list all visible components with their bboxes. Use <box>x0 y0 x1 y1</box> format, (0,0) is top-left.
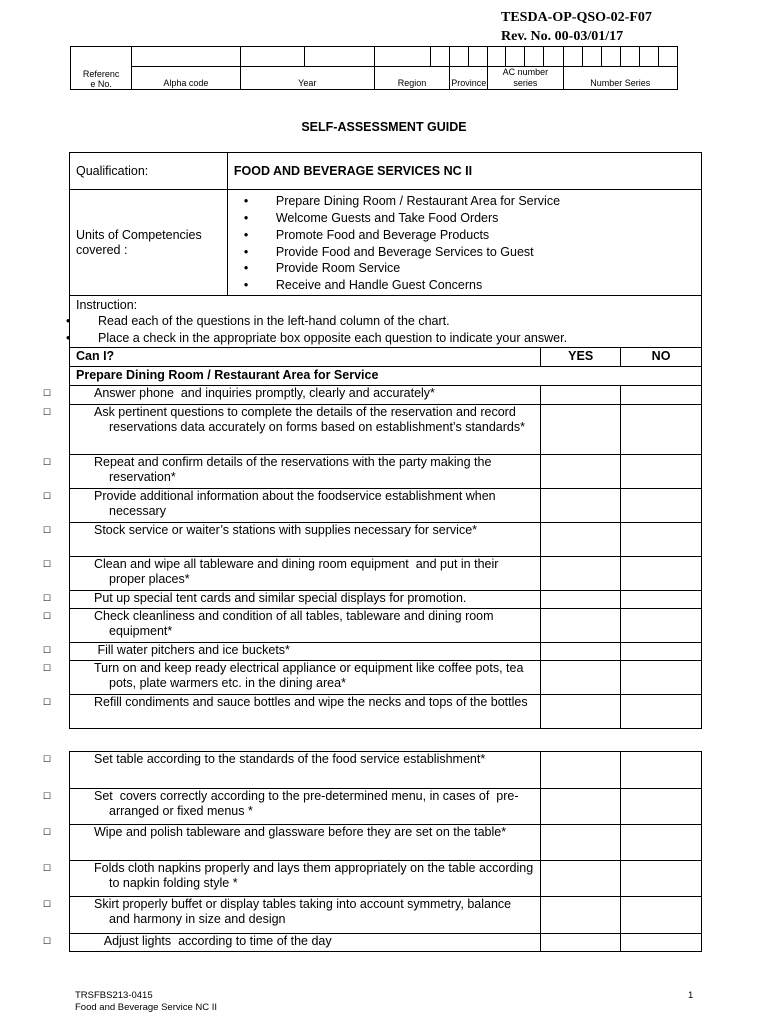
answer-no-cell[interactable] <box>621 825 702 861</box>
answer-no-cell[interactable] <box>621 897 702 934</box>
table-row <box>70 454 702 488</box>
question-text: Folds cloth napkins properly and lays them appropriately on the table according to napkin folding style * <box>94 861 537 890</box>
footer-title: Food and Beverage Service NC II <box>75 1002 218 1013</box>
units-list <box>234 193 695 294</box>
table-row <box>70 752 702 789</box>
checkbox-icon: ☐ <box>43 558 52 569</box>
checkbox-icon: ☐ <box>43 791 52 801</box>
question-cell <box>43 385 541 404</box>
checkbox-icon: ☐ <box>43 936 52 946</box>
answer-yes-cell[interactable] <box>541 752 621 789</box>
table-row <box>70 660 702 694</box>
alpha-code-cell[interactable] <box>132 47 240 67</box>
question-text: Refill condiments and sauce bottles and wipe the necks and tops of the bottles <box>94 694 528 709</box>
reference-label: Referenc e No. <box>71 47 132 90</box>
answer-yes-cell[interactable] <box>541 789 621 825</box>
question-text: Stock service or waiter’s stations with supplies necessary for service* <box>94 522 478 537</box>
question-cell <box>43 488 541 522</box>
year-cell[interactable] <box>240 47 304 67</box>
question-text: Adjust lights according to time of the day <box>94 934 332 948</box>
answer-no-cell[interactable] <box>621 385 702 404</box>
list-item: • Place a check in the appropriate box opposite each question to indicate your answer. <box>56 330 695 347</box>
page-title: SELF-ASSESSMENT GUIDE <box>301 120 467 134</box>
checkbox-icon: ☐ <box>43 387 52 398</box>
question-text: Ask pertinent questions to complete the details of the reservation and record reservations data accurately on forms based on establishment’s standards* <box>94 404 525 434</box>
checkbox-icon: ☐ <box>43 644 52 655</box>
question-cell <box>43 694 541 728</box>
answer-no-cell[interactable] <box>621 752 702 789</box>
ac-number-cell[interactable] <box>506 47 525 67</box>
checkbox-icon: ☐ <box>43 827 52 837</box>
table-row <box>70 789 702 825</box>
question-cell <box>43 861 541 897</box>
answer-no-cell[interactable] <box>621 934 702 952</box>
list-item: • Prepare Dining Room / Restaurant Area for Service <box>234 193 695 210</box>
question-text: Skirt properly buffet or display tables taking into account symmetry, balance and harmony in size and design <box>94 897 515 926</box>
answer-no-cell[interactable] <box>621 522 702 556</box>
table-row <box>70 590 702 608</box>
revision-number: Rev. No. 00-03/01/17 <box>501 29 624 44</box>
table-row <box>70 522 702 556</box>
checkbox-icon: ☐ <box>43 696 52 707</box>
table-row <box>70 488 702 522</box>
number-series-cell[interactable] <box>563 47 582 67</box>
number-series-cell[interactable] <box>620 47 639 67</box>
question-cell <box>43 642 541 660</box>
column-header-question: Can I? <box>70 347 541 366</box>
answer-no-cell[interactable] <box>621 789 702 825</box>
province-cell[interactable] <box>450 47 469 67</box>
checkbox-icon: ☐ <box>43 899 52 909</box>
checkbox-icon: ☐ <box>43 592 52 603</box>
units-label: Units of Competencies covered : <box>70 190 228 296</box>
ac-number-cell[interactable] <box>488 47 506 67</box>
list-item: • Receive and Handle Guest Concerns <box>234 277 695 294</box>
question-cell <box>43 660 541 694</box>
table-row <box>70 385 702 404</box>
footer <box>75 990 217 1014</box>
number-series-cell[interactable] <box>639 47 658 67</box>
table-row <box>70 897 702 934</box>
checkbox-icon: ☐ <box>43 456 52 467</box>
answer-yes-cell[interactable] <box>541 556 621 590</box>
units-list-cell <box>227 190 701 296</box>
question-text: Set table according to the standards of the food service establishment* <box>94 752 486 766</box>
answer-yes-cell[interactable] <box>541 522 621 556</box>
document-header <box>501 8 652 46</box>
ac-number-cell[interactable] <box>544 47 563 67</box>
answer-yes-cell[interactable] <box>541 590 621 608</box>
question-text: Answer phone and inquiries promptly, clearly and accurately* <box>94 385 435 400</box>
number-series-cell[interactable] <box>582 47 601 67</box>
list-item: • Welcome Guests and Take Food Orders <box>234 210 695 227</box>
number-series-label: Number Series <box>563 67 677 90</box>
qualification-value: FOOD AND BEVERAGE SERVICES NC II <box>227 153 701 190</box>
question-text: Provide additional information about the foodservice establishment when necessary <box>94 488 500 518</box>
answer-no-cell[interactable] <box>621 488 702 522</box>
table-row <box>70 556 702 590</box>
question-cell <box>43 934 541 952</box>
table-row <box>70 934 702 952</box>
answer-yes-cell[interactable] <box>541 488 621 522</box>
question-text: Fill water pitchers and ice buckets* <box>94 642 290 657</box>
question-text: Wipe and polish tableware and glassware before they are set on the table* <box>94 825 507 839</box>
question-cell <box>43 556 541 590</box>
province-cell[interactable] <box>469 47 488 67</box>
answer-yes-cell[interactable] <box>541 642 621 660</box>
question-text: Set covers correctly according to the pre-determined menu, in cases of pre-arranged or fixed menus * <box>94 789 519 818</box>
section-heading: Prepare Dining Room / Restaurant Area for Service <box>70 366 702 385</box>
region-cell[interactable] <box>374 47 430 67</box>
answer-yes-cell[interactable] <box>541 608 621 642</box>
question-cell <box>43 404 541 454</box>
instruction-cell <box>70 296 702 348</box>
question-text: Put up special tent cards and similar special displays for promotion. <box>94 590 467 605</box>
assessment-table-continued <box>43 751 702 952</box>
province-label: Province <box>450 67 488 90</box>
checkbox-icon: ☐ <box>43 406 52 417</box>
table-row <box>70 608 702 642</box>
answer-yes-cell[interactable] <box>541 404 621 454</box>
ac-number-label: AC number series <box>488 67 563 90</box>
list-item: • Provide Room Service <box>234 260 695 277</box>
answer-no-cell[interactable] <box>621 861 702 897</box>
question-cell <box>43 454 541 488</box>
question-cell <box>43 825 541 861</box>
answer-no-cell[interactable] <box>621 642 702 660</box>
answer-yes-cell[interactable] <box>541 897 621 934</box>
year-label: Year <box>240 67 374 90</box>
answer-no-cell[interactable] <box>621 694 702 728</box>
ac-number-cell[interactable] <box>525 47 544 67</box>
question-text: Check cleanliness and condition of all tables, tableware and dining room equipment* <box>94 608 498 638</box>
table-row <box>70 694 702 728</box>
table-row <box>70 404 702 454</box>
answer-no-cell[interactable] <box>621 454 702 488</box>
checkbox-icon: ☐ <box>43 524 52 535</box>
table-row <box>70 861 702 897</box>
answer-no-cell[interactable] <box>621 608 702 642</box>
checkbox-icon: ☐ <box>43 490 52 501</box>
question-text: Turn on and keep ready electrical appliance or equipment like coffee pots, tea pots, plate warmers etc. in the dining area* <box>94 660 527 690</box>
instruction-label: Instruction: <box>76 298 138 312</box>
answer-yes-cell[interactable] <box>541 454 621 488</box>
year-cell[interactable] <box>304 47 374 67</box>
number-series-cell[interactable] <box>601 47 620 67</box>
question-cell <box>43 752 541 789</box>
column-header-no: NO <box>621 347 702 366</box>
checkbox-icon: ☐ <box>43 863 52 873</box>
question-text: Repeat and confirm details of the reservations with the party making the reservation* <box>94 454 495 484</box>
answer-no-cell[interactable] <box>621 660 702 694</box>
alpha-code-label: Alpha code <box>132 67 240 90</box>
answer-yes-cell[interactable] <box>541 861 621 897</box>
checkbox-icon: ☐ <box>43 610 52 621</box>
question-cell <box>43 608 541 642</box>
checkbox-icon: ☐ <box>43 754 52 764</box>
footer-code: TRSFBS213-0415 <box>75 990 153 1001</box>
answer-no-cell[interactable] <box>621 590 702 608</box>
number-series-cell[interactable] <box>658 47 677 67</box>
list-item: • Read each of the questions in the left-hand column of the chart. <box>56 313 695 330</box>
answer-yes-cell[interactable] <box>541 385 621 404</box>
answer-yes-cell[interactable] <box>541 694 621 728</box>
assessment-table <box>43 152 702 729</box>
question-text: Clean and wipe all tableware and dining room equipment and put in their proper places* <box>94 556 502 586</box>
qualification-label: Qualification: <box>70 153 228 190</box>
form-code: TESDA-OP-QSO-02-F07 <box>501 10 652 25</box>
answer-no-cell[interactable] <box>621 404 702 454</box>
list-item: • Promote Food and Beverage Products <box>234 227 695 244</box>
reference-number-table <box>70 46 678 90</box>
region-cell[interactable] <box>431 47 450 67</box>
answer-yes-cell[interactable] <box>541 825 621 861</box>
column-header-yes: YES <box>541 347 621 366</box>
table-row <box>70 642 702 660</box>
question-cell <box>43 897 541 934</box>
answer-yes-cell[interactable] <box>541 660 621 694</box>
page-number: 1 <box>688 990 694 1001</box>
checkbox-icon: ☐ <box>43 662 52 673</box>
region-label: Region <box>374 67 449 90</box>
list-item: • Provide Food and Beverage Services to Guest <box>234 244 695 261</box>
question-cell <box>43 590 541 608</box>
instruction-list <box>56 313 695 347</box>
question-cell <box>43 522 541 556</box>
answer-no-cell[interactable] <box>621 556 702 590</box>
question-cell <box>43 789 541 825</box>
answer-yes-cell[interactable] <box>541 934 621 952</box>
table-row <box>70 825 702 861</box>
